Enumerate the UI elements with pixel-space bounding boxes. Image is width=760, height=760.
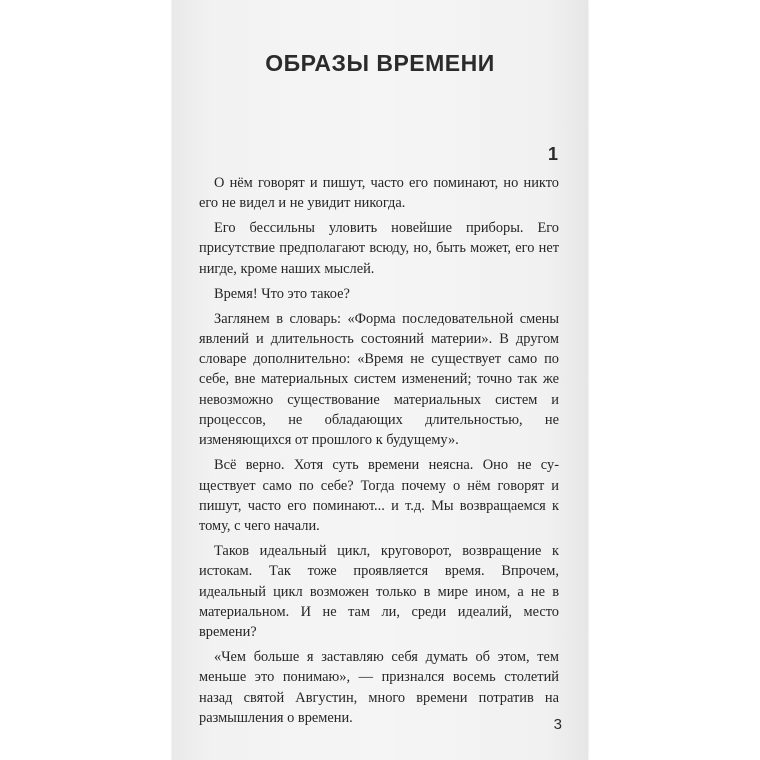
paragraph: Таков идеальный цикл, круговорот, возвращение к истокам. Так тоже проявляется время. Впрочем, идеальный цикл возможен только в мире ином, а не в материальном. И не там ли, среди идеалий, место времени? [199, 543, 559, 641]
paragraph: Время! Что это такое? [214, 285, 350, 302]
paragraph: «Чем больше я заставляю себя думать об этом, тем меньше это понимаю», — признался восемь столетий назад святой Августин, много времени потратив на размышления о времени. [199, 649, 559, 726]
chapter-number: 1 [547, 144, 558, 164]
book-page [172, 0, 588, 760]
page-number: 3 [553, 716, 562, 733]
paragraph: Заглянем в словарь: «Форма последовательной смены явлений и длительность состояний материи». В другом словаре дополнительно: «Время не существует само по себе, вне материальных систем изменений; точно так же невозможно существование материальных систем и процессов, не обладающих длительностью, не изменяющихся от прошлого к будущему». [199, 310, 559, 449]
body-text [199, 173, 559, 733]
paragraph: Его бессильны уловить новейшие приборы. Его присутствие предполагают всюду, но, быть может, его нет нигде, кроме наших мыслей. [199, 220, 559, 277]
paragraph: О нём говорят и пишут, часто его поминают, но никто его не видел и не увидит никогда. [199, 175, 559, 212]
page-title: ОБРАЗЫ ВРЕМЕНИ [265, 50, 495, 76]
paragraph: Всё верно. Хотя суть времени неясна. Оно не существует само по себе? Тогда почему о нём говорят и пишут, часто его поминают... и т.д. Мы возвращаемся к тому, с чего начали. [199, 457, 559, 535]
